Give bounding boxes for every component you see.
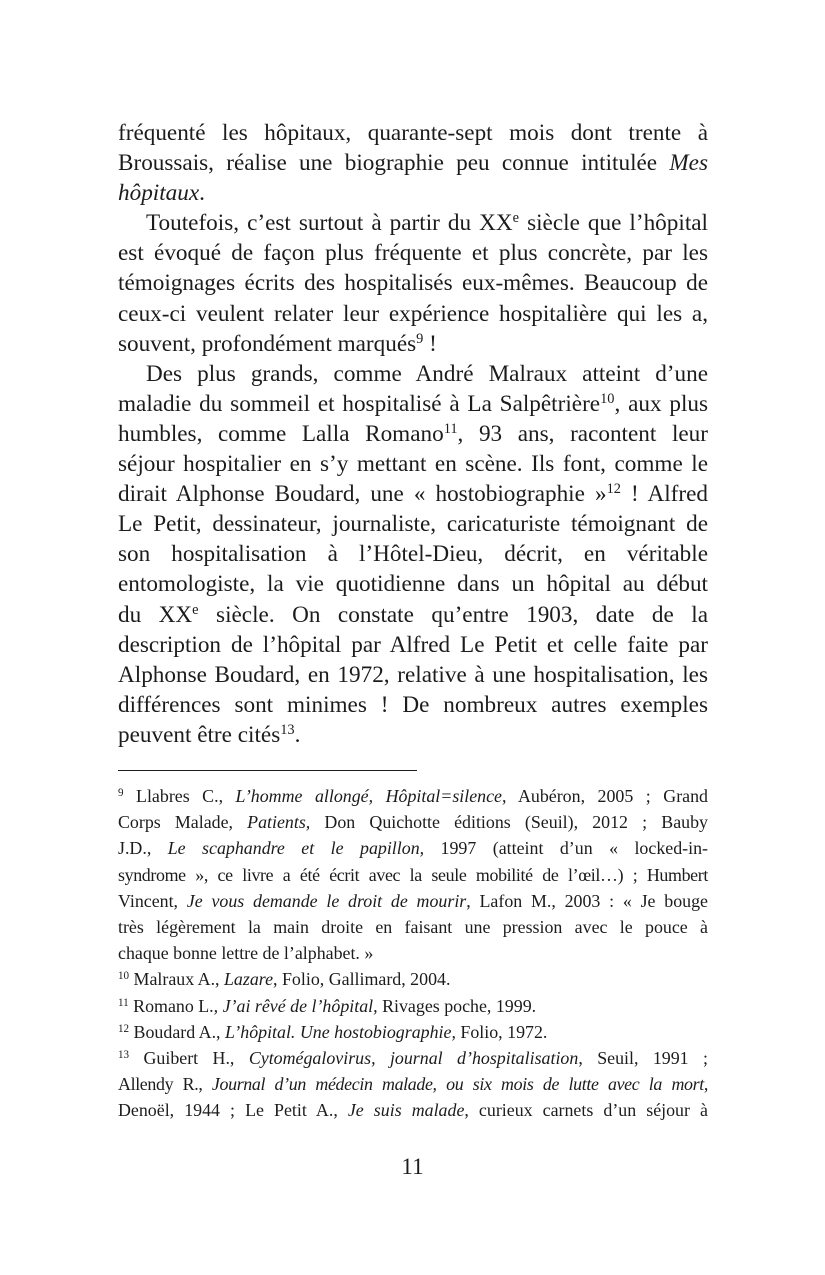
footnote-marker: 9 — [118, 786, 124, 799]
text-run: humbles, comme Lalla Romano — [118, 420, 444, 447]
text-run: siècle. On constate qu’entre 1903, date de la — [198, 601, 708, 628]
text-run: , curieux carnets d’un séjour à — [464, 1100, 708, 1121]
footnote-marker: 12 — [606, 481, 621, 498]
body-line — [118, 329, 708, 359]
text-run: , — [703, 1074, 708, 1095]
footnotes-line — [118, 966, 708, 992]
text-run: souvent, profondément marqués — [118, 330, 417, 357]
text-run: Denoël, 1944 ; Le Petit A., — [118, 1100, 348, 1121]
text-run: ceux-ci veulent relater leur expérience hospitalière qui les a, — [118, 300, 708, 327]
text-run: Rivages poche, 1999. — [377, 995, 537, 1016]
footnotes-line — [118, 914, 708, 940]
italic-title: hôpitaux — [118, 180, 200, 207]
text-run: Corps Malade, — [118, 812, 248, 833]
text-run: , Aubéron, 2005 ; Grand — [502, 786, 708, 806]
text-run: Folio, 1972. — [455, 1021, 548, 1042]
text-run: . — [294, 721, 301, 748]
body-line — [118, 118, 708, 148]
body-line — [118, 419, 708, 449]
italic-title: , J’ai rêvé de l’hôpital, — [213, 995, 378, 1016]
text-run: , 93 ans, racontent leur — [457, 420, 708, 447]
footnotes-line — [118, 835, 708, 861]
italic-title: Lazare — [223, 969, 274, 990]
body-line — [118, 449, 708, 479]
body-line — [118, 208, 708, 238]
text-run: description de l’hôpital par Alfred Le Petit et celle faite par — [118, 631, 708, 658]
body-line — [118, 238, 708, 268]
body-line — [118, 178, 708, 208]
footnotes-line — [118, 1071, 708, 1097]
italic-title: Je vous demande le droit de mourir — [186, 890, 467, 911]
text-run: séjour hospitalier en s’y mettant en scène. Ils font, comme le — [118, 451, 708, 478]
text-run: Llabres C., — [123, 786, 236, 806]
body-line — [118, 389, 708, 419]
footnotes-line — [118, 940, 708, 966]
text-run: Malraux A., — [129, 969, 224, 990]
italic-title: Patients, — [247, 812, 311, 833]
text-run: 1997 (atteint d’un « locked-in- — [424, 838, 708, 859]
text-run: différences sont minimes ! De nombreux autres exemples — [118, 691, 708, 718]
text-run: , Seuil, 1991 ; — [578, 1047, 709, 1068]
text-run: fréquenté les hôpitaux, quarante-sept mois dont trente à — [118, 120, 708, 146]
text-run: , Lafon M., 2003 : « Je bouge — [466, 890, 708, 911]
text-run: Don Quichotte éditions (Seuil), 2012 ; Bauby — [310, 812, 708, 833]
text-run: maladie du sommeil et hospitalisé à La Salpêtrière — [118, 390, 601, 417]
text-run: Des plus grands, comme André Malraux atteint d’une — [146, 360, 708, 387]
body-line — [118, 600, 708, 630]
text-run: Allendy R., — [118, 1074, 212, 1095]
footnotes-line — [118, 1019, 708, 1045]
body-line — [118, 359, 708, 389]
body-line — [118, 479, 708, 509]
text-run: syndrome », ce livre a été écrit avec la seule mobilité de l’œil…) ; Humbert — [118, 864, 708, 885]
italic-title: Journal d’un médecin malade, ou six mois de lutte avec la mort — [211, 1074, 704, 1095]
footnotes-line — [118, 783, 708, 809]
italic-title: L’homme allongé, Hôpital=silence — [235, 786, 502, 806]
footnote-marker: 10 — [600, 390, 615, 407]
body-line — [118, 690, 708, 720]
text-run: Romano L. — [128, 995, 214, 1016]
footnote-marker: 9 — [416, 330, 424, 347]
footnotes-line — [118, 862, 708, 888]
text-run: témoignages écrits des hospitalisés eux-mêmes. Beaucoup de — [118, 270, 708, 297]
footnotes — [118, 783, 708, 1123]
text-run: , aux plus — [614, 390, 709, 417]
text-run: ! Alfred — [620, 481, 708, 508]
body-line — [118, 299, 708, 329]
text-run: Le Petit, dessinateur, journaliste, caricaturiste témoignant de — [118, 511, 708, 538]
text-run: . — [199, 180, 205, 207]
text-run: dirait Alphonse Boudard, une « hostobiographie » — [118, 481, 607, 508]
italic-title: Cytomégalovirus, journal d’hospitalisation — [248, 1047, 579, 1068]
body-line — [118, 569, 708, 599]
text-run: J.D., — [118, 838, 168, 859]
page-number: 11 — [401, 1154, 424, 1179]
footnote-marker: 12 — [118, 1022, 130, 1035]
footnote-marker: 13 — [280, 721, 295, 738]
text-run: Broussais, réalise une biographie peu connue intitulée — [118, 150, 670, 177]
footnote-marker: 11 — [118, 996, 129, 1009]
text-run: du XX — [118, 601, 193, 628]
footnote-separator — [118, 770, 417, 771]
footnotes-line — [118, 993, 708, 1019]
footnote-marker: e — [512, 210, 520, 227]
body-line — [118, 630, 708, 660]
text-run: son hospitalisation à l’Hôtel-Dieu, décrit, en véritable — [118, 541, 708, 568]
footnotes-line — [118, 809, 708, 835]
italic-title: Je suis malade — [347, 1100, 465, 1121]
text-run: est évoqué de façon plus fréquente et plus concrète, par les — [118, 240, 708, 267]
footnotes-line — [118, 1097, 708, 1123]
text-run: peuvent être cités — [118, 721, 281, 748]
footnote-marker: e — [192, 601, 199, 618]
footnote-marker: 10 — [118, 970, 130, 983]
text-run: Vincent, — [118, 890, 187, 911]
text-run: chaque bonne lettre de l’alphabet. » — [118, 943, 374, 964]
body-line — [118, 509, 708, 539]
footnote-marker: 13 — [118, 1048, 130, 1061]
body-line — [118, 539, 708, 569]
footnotes-line — [118, 888, 708, 914]
italic-title: Le scaphandre et le papillon, — [167, 838, 425, 859]
main-text — [118, 118, 708, 750]
text-run: Boudard A., — [129, 1021, 225, 1042]
footnotes-line — [118, 1045, 708, 1071]
text-run: Toutefois, c’est surtout à partir du XX — [146, 210, 513, 237]
text-run: Guibert H., — [129, 1047, 249, 1068]
body-line — [118, 660, 708, 690]
body-line — [118, 720, 708, 750]
body-line — [118, 148, 708, 178]
text-run: siècle que l’hôpital — [519, 210, 708, 237]
body-line — [118, 268, 708, 298]
italic-title: L’hôpital. Une hostobiographie, — [225, 1021, 456, 1042]
text-run: très légèrement la main droite en faisant une pression avec le pouce à — [118, 916, 708, 937]
text-run: Alphonse Boudard, en 1972, relative à une hospitalisation, les — [118, 661, 708, 688]
text-run: entomologiste, la vie quotidienne dans un hôpital au début — [118, 571, 708, 598]
text-run: ! — [423, 330, 437, 357]
footnote-marker: 11 — [443, 421, 458, 438]
text-run: , Folio, Gallimard, 2004. — [273, 969, 451, 990]
italic-title: Mes — [669, 150, 708, 177]
